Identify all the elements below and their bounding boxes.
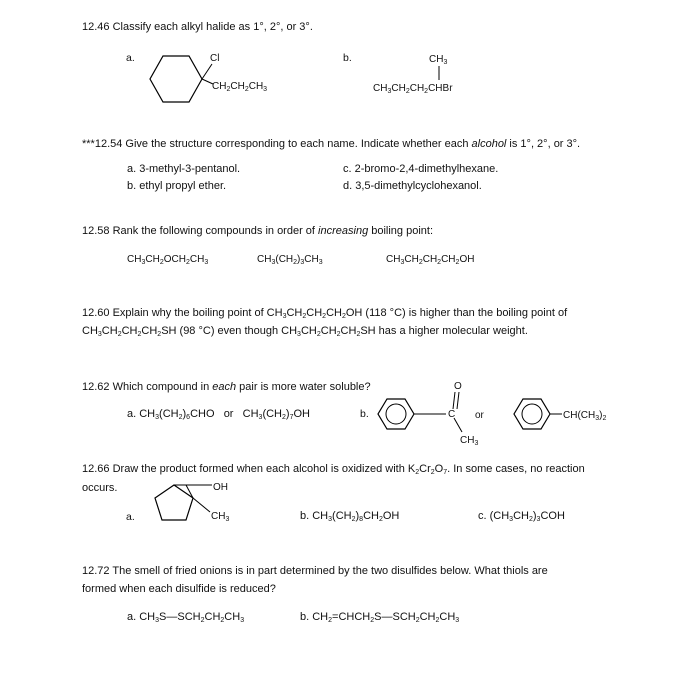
q1246-a-label: a.: [126, 52, 135, 64]
q1258-compound-2: $CH_3(CH_2)_3CH_3$: [257, 254, 323, 266]
q1254-d: d. 3,5-dimethylcyclohexanol.: [343, 180, 482, 192]
q1266-c: c. $(CH_3CH_2)_3COH$: [478, 510, 565, 523]
q1254-b: b. ethyl propyl ether.: [127, 180, 227, 192]
q1246-b-chain: $CH_3CH_2CH_2CHBr$: [373, 83, 453, 95]
q1262-oxygen: O: [454, 381, 462, 392]
question-12-72-line1: 12.72 The smell of fried onions is in part determined by the two disulfides below. What thiols are: [82, 565, 548, 577]
question-12-72-line2: formed when each disulfide is reduced?: [82, 583, 276, 595]
q1254-c: c. 2-bromo-2,4-dimethylhexane.: [343, 163, 499, 175]
question-12-62: 12.62 Which compound in each pair is more water soluble?: [82, 381, 371, 393]
q1258-compound-1: $CH_3CH_2OCH_2CH_3$: [127, 254, 209, 266]
q1254-a: a. 3-methyl-3-pentanol.: [127, 163, 241, 175]
q1262-ch3: $CH_3$: [460, 435, 479, 447]
q1262-or: or: [475, 410, 484, 421]
q1266-b: b. $CH_3(CH_2)_8CH_2OH$: [300, 510, 400, 523]
q1258-compound-3: $CH_3CH_2CH_2CH_2OH$: [386, 254, 475, 266]
q1272-a: a. $CH_3S—SCH_2CH_2CH_3$: [127, 611, 245, 624]
q1262-isopropyl: $CH(CH_3)_2$: [563, 410, 607, 422]
q1246-b-label: b.: [343, 52, 352, 64]
q1246-a-cl: Cl: [210, 53, 220, 64]
q1266-a-label: a.: [126, 511, 135, 523]
question-12-66-line1: 12.66 Draw the product formed when each alcohol is oxidized with $K_2Cr_2O_7$. In some cases, no reaction: [82, 463, 585, 476]
question-12-46: 12.46 Classify each alkyl halide as 1°, 2°, or 3°.: [82, 21, 313, 33]
question-12-60-line1: 12.60 Explain why the boiling point of $CH_3CH_2CH_2CH_2OH$ (118 °C) is higher than the boiling point of: [82, 307, 568, 320]
q1262-carbon: C: [448, 409, 456, 420]
cyclopentane-ring: [155, 485, 193, 520]
question-12-60-line2: $CH_3CH_2CH_2CH_2SH$ (98 °C) even though $CH_3CH_2CH_2CH_2SH$ has a higher molecular weight.: [82, 325, 528, 338]
question-12-54: ***12.54 Give the structure corresponding to each name. Indicate whether each alcohol is 1°, 2°, or 3°.: [82, 138, 581, 150]
q1272-b: b. $CH_2=CHCH_2S—SCH_2CH_2CH_3$: [300, 611, 460, 624]
q1246-b-ch3: $CH_3$: [429, 54, 448, 66]
q1246-a-chain: $CH_2CH_2CH_3$: [212, 81, 268, 93]
question-12-58: 12.58 Rank the following compounds in order of increasing boiling point:: [82, 225, 434, 237]
question-12-66-line2: occurs.: [82, 482, 118, 494]
q1262-a: a. $CH_3(CH_2)_6CHO$ or $CH_3(CH_2)_7OH$: [127, 408, 310, 421]
q1266-a-oh: OH: [213, 482, 228, 493]
q1266-a-ch3: $CH_3$: [211, 511, 230, 523]
q1262-b-label: b.: [360, 408, 369, 420]
